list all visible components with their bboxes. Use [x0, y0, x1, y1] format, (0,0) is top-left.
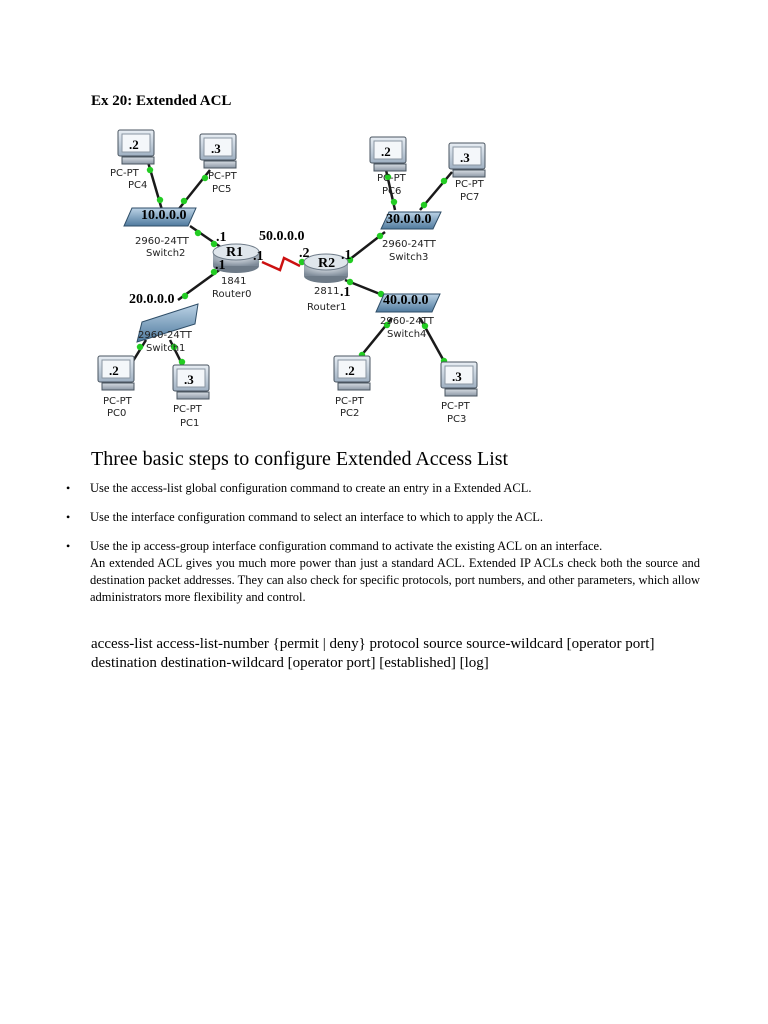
extended-acl-explanation: An extended ACL gives you much more power than just a standard ACL. Extended IP ACLs check both the source and destination packet addresses. They can also check for specific protocols, port numbers, and other parameters, which allow administrators more flexibility and control. — [90, 556, 700, 604]
switch-label: Switch3 — [389, 252, 429, 263]
pc-pc5 — [200, 134, 236, 168]
pc-label: PC1 — [180, 418, 200, 429]
network-topology-diagram — [0, 0, 768, 440]
page-heading: Ex 20: Extended ACL — [91, 93, 232, 109]
network-label: 10.0.0.0 — [141, 208, 187, 223]
pc-type: PC-PT — [173, 404, 202, 415]
steps-list — [60, 480, 700, 606]
pc-type: PC-PT — [110, 168, 139, 179]
switch-model: 2960-24TT — [382, 239, 436, 250]
pc-ip: .3 — [184, 372, 194, 387]
wan-network-label: 50.0.0.0 — [259, 229, 305, 244]
list-item — [60, 480, 700, 497]
router-model: 1841 — [221, 276, 247, 287]
pc-pc6 — [370, 137, 406, 171]
pc-pc2 — [334, 356, 370, 390]
bullet: • — [66, 510, 71, 524]
interface-label: .1 — [215, 258, 226, 273]
pc-ip: .2 — [109, 363, 119, 378]
router-label: Router1 — [307, 302, 347, 313]
router-name: R2 — [318, 256, 336, 271]
pc-pc1 — [173, 365, 209, 399]
pc-label: PC7 — [460, 192, 480, 203]
network-label: 20.0.0.0 — [129, 292, 175, 307]
pc-ip: .3 — [452, 369, 462, 384]
serial-link — [262, 258, 300, 270]
bullet: • — [66, 539, 71, 553]
acl-syntax: access-list access-list-number {permit | deny} protocol source source-wildcard [operator port] destination destination-wildcard [operator port] [established] [log] — [91, 636, 655, 671]
list-item — [60, 509, 700, 526]
step-text: Use the ip access-group interface configuration command to activate the existing ACL on an interface. — [90, 539, 603, 553]
pc-ip: .3 — [211, 141, 221, 156]
network-label: 30.0.0.0 — [386, 212, 432, 227]
interface-label: .2 — [299, 246, 310, 261]
steps-heading: Three basic steps to configure Extended Access List — [91, 448, 509, 470]
pc-type: PC-PT — [208, 171, 237, 182]
pc-type: PC-PT — [335, 396, 364, 407]
bullet: • — [66, 481, 71, 495]
pc-ip: .2 — [345, 363, 355, 378]
router-label: Router0 — [212, 289, 252, 300]
pc-label: PC4 — [128, 180, 148, 191]
pc-type: PC-PT — [455, 179, 484, 190]
switch-model: 2960-24TT — [138, 330, 192, 341]
pc-pc0 — [98, 356, 134, 390]
pc-ip: .2 — [129, 137, 139, 152]
pc-label: PC0 — [107, 408, 127, 419]
pc-ip: .2 — [381, 144, 391, 159]
pc-type: PC-PT — [441, 401, 470, 412]
router-model: 2811 — [314, 286, 340, 297]
pc-pc4 — [118, 130, 154, 164]
step-text: Use the access-list global configuration command to create an entry in a Extended ACL. — [90, 481, 532, 495]
pc-label: PC2 — [340, 408, 360, 419]
pc-ip: .3 — [460, 150, 470, 165]
step-text: Use the interface configuration command to select an interface to which to apply the ACL. — [90, 510, 543, 524]
switch-model: 2960-24TT — [135, 236, 189, 247]
list-item — [60, 538, 700, 606]
switch-model: 2960-24TT — [380, 316, 434, 327]
pc-pc7 — [449, 143, 485, 177]
network-label: 40.0.0.0 — [383, 293, 429, 308]
router-name: R1 — [226, 245, 244, 260]
pc-pc3 — [441, 362, 477, 396]
interface-label: .1 — [216, 230, 227, 245]
interface-label: .1 — [340, 285, 351, 300]
interface-label: .1 — [253, 249, 264, 264]
switch-label: Switch4 — [387, 329, 427, 340]
pc-type: PC-PT — [377, 173, 406, 184]
pc-label: PC5 — [212, 184, 232, 195]
switch-label: Switch1 — [146, 343, 186, 354]
pc-label: PC6 — [382, 186, 402, 197]
pc-type: PC-PT — [103, 396, 132, 407]
interface-label: .1 — [341, 248, 352, 263]
switch-label: Switch2 — [146, 248, 186, 259]
pc-label: PC3 — [447, 414, 467, 425]
